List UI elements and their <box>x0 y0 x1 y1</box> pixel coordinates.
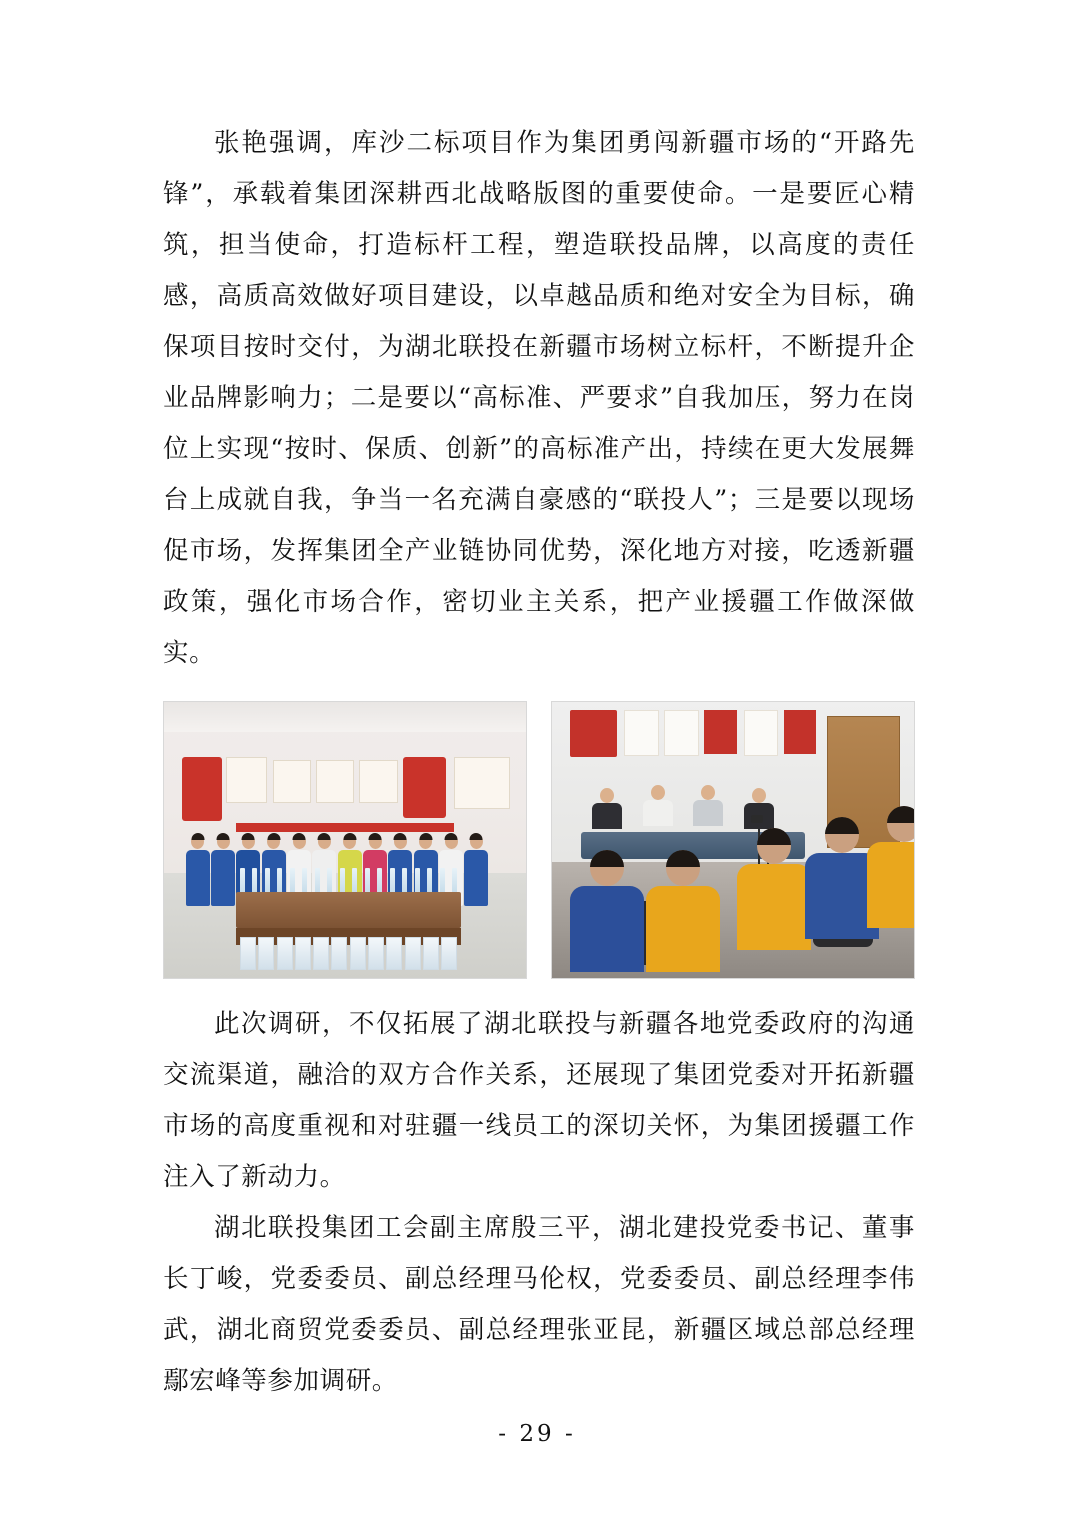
page-content <box>163 118 915 1407</box>
paragraph-3: 湖北联投集团工会副主席殷三平，湖北建投党委书记、董事长丁峻，党委委员、副总经理马伦权，党委委员、副总经理李伟武，湖北商贸党委委员、副总经理张亚昆，新疆区域总部总经理鄢宏峰等参加调研。 <box>163 1213 915 1396</box>
photo2-poster-b <box>664 710 699 756</box>
page-number: - 29 - <box>498 1421 576 1447</box>
photo2-front-person-yellow-2 <box>737 828 811 950</box>
photo2-front-person-yellow-1 <box>646 850 720 972</box>
photo2-camera <box>751 815 763 823</box>
paragraph-1: 张艳强调，库沙二标项目作为集团勇闯新疆市场的“开路先锋”，承载着集团深耕西北战略版图的重要使命。一是要匠心精筑，担当使命，打造标杆工程，塑造联投品牌，以高度的责任感，高质高效做好项目建设，以卓越品质和绝对安全为目标，确保项目按时交付，为湖北联投在新疆市场树立标杆，不断提升企业品牌影响力；二是要以“高标准、严要求”自我加压，努力在岗位上实现“按时、保质、创新”的高标准产出，持续在更大发展舞台上成就自我，争当一名充满自豪感的“联投人”；三是要以现场促市场，发挥集团全产业链协同优势，深化地方对接，吃透新疆政策，强化市场合作，密切业主关系，把产业援疆工作做深做实。 <box>163 128 915 668</box>
paragraph-2: 此次调研，不仅拓展了湖北联投与新疆各地党委政府的沟通交流渠道，融洽的双方合作关系，还展现了集团党委对开拓新疆市场的高度重视和对驻疆一线员工的深切关怀，为集团援疆工作注入了新动力。 <box>163 1009 915 1192</box>
photo2-seated-person-1 <box>592 788 622 829</box>
photo2-poster-a <box>624 710 659 756</box>
photo1-display-table <box>236 892 460 928</box>
photo2-seated-person-2 <box>643 785 673 826</box>
photo1-product-boxes <box>240 934 457 970</box>
photo2-front-person-blue <box>570 850 644 972</box>
photo2-red-poster-mid <box>704 710 737 754</box>
photo2-red-poster-left <box>570 710 617 757</box>
photo2-poster-c <box>744 710 779 756</box>
figure-row <box>163 701 915 979</box>
photo2-red-poster-right <box>784 710 817 754</box>
photo2-front-person-yellow-3 <box>867 806 915 928</box>
figure-conference-room-meeting-photo <box>551 701 915 979</box>
photo2-seated-person-3 <box>693 785 723 826</box>
figure-group-photo-product-display <box>163 701 527 979</box>
